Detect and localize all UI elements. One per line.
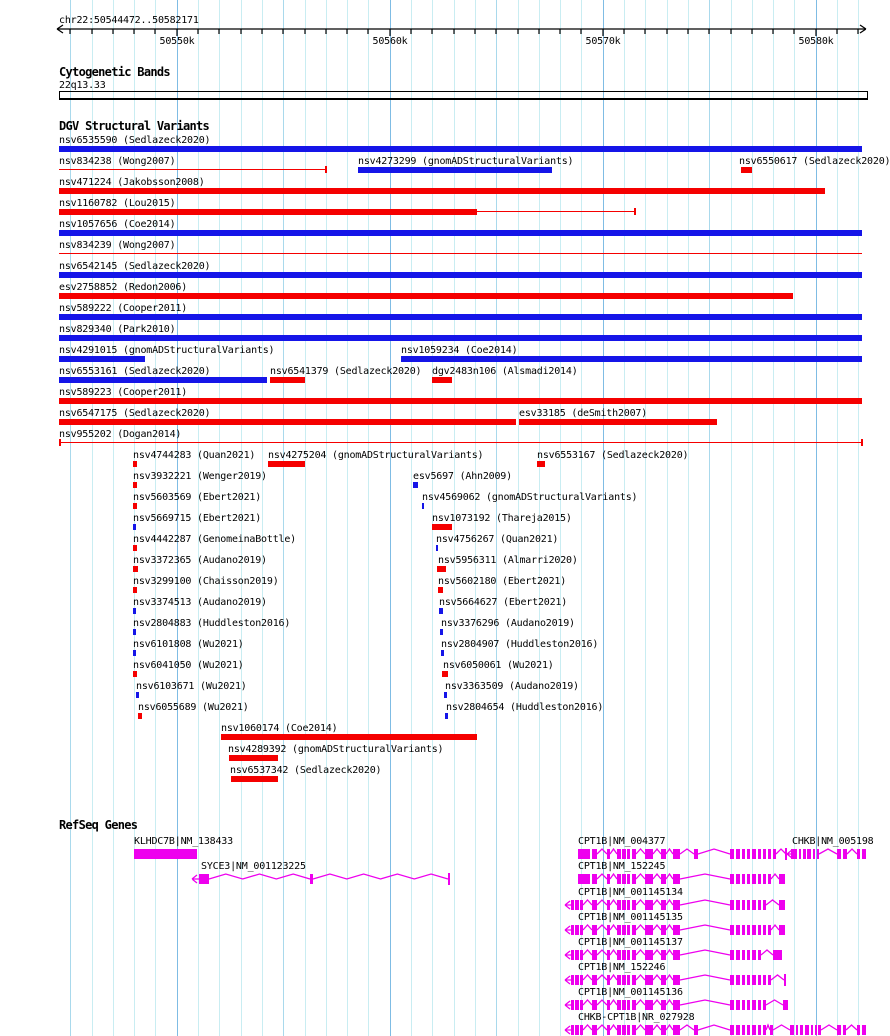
dgv-variant-glyph[interactable] (634, 208, 636, 215)
dgv-variant-label[interactable]: nsv4273299 (gnomADStructuralVariants) (358, 156, 574, 167)
dgv-variant-glyph[interactable] (439, 608, 443, 614)
dgv-variant-label[interactable]: nsv589223 (Cooper2011) (59, 387, 188, 398)
dgv-variant-label[interactable]: esv5697 (Ahn2009) (413, 471, 512, 482)
dgv-variant-glyph[interactable] (59, 169, 326, 170)
dgv-variant-label[interactable]: nsv2804654 (Huddleston2016) (446, 702, 604, 713)
refseq-gene-label[interactable]: CHKB|NM_005198 (792, 836, 874, 847)
dgv-variant-label[interactable]: nsv829340 (Park2010) (59, 324, 176, 335)
dgv-variant-label[interactable]: nsv4275204 (gnomADStructuralVariants) (268, 450, 484, 461)
dgv-variant-label[interactable]: nsv6537342 (Sedlazeck2020) (230, 765, 382, 776)
dgv-variant-glyph[interactable] (440, 629, 443, 635)
dgv-variant-glyph[interactable] (59, 335, 862, 341)
dgv-variant-glyph[interactable] (444, 692, 447, 698)
dgv-variant-glyph[interactable] (133, 608, 136, 614)
dgv-variant-glyph[interactable] (133, 671, 137, 677)
dgv-variant-label[interactable]: nsv4744283 (Quan2021) (133, 450, 256, 461)
dgv-variant-glyph[interactable] (59, 146, 862, 152)
dgv-variant-label[interactable]: nsv3374513 (Audano2019) (133, 597, 267, 608)
dgv-variant-label[interactable]: nsv1057656 (Coe2014) (59, 219, 176, 230)
dgv-variant-glyph[interactable] (401, 356, 862, 362)
dgv-variant-glyph[interactable] (537, 461, 545, 467)
dgv-variant-label[interactable]: esv2758852 (Redon2006) (59, 282, 188, 293)
dgv-variant-glyph[interactable] (432, 524, 452, 530)
dgv-variant-label[interactable]: nsv955202 (Dogan2014) (59, 429, 182, 440)
dgv-variant-glyph[interactable] (133, 587, 137, 593)
dgv-variant-label[interactable]: nsv4756267 (Quan2021) (436, 534, 559, 545)
dgv-variant-label[interactable]: nsv589222 (Cooper2011) (59, 303, 188, 314)
track-header-refseq-genes: RefSeq Genes (59, 818, 138, 832)
track-header-cytogenetic-bands: Cytogenetic Bands (59, 65, 170, 79)
dgv-variant-glyph[interactable] (133, 629, 136, 635)
dgv-variant-label[interactable]: nsv6541379 (Sedlazeck2020) (270, 366, 422, 377)
dgv-variant-glyph[interactable] (422, 503, 424, 509)
dgv-variant-label[interactable]: nsv5664627 (Ebert2021) (439, 597, 568, 608)
dgv-variant-glyph[interactable] (59, 188, 825, 194)
refseq-gene-structure[interactable] (555, 947, 794, 963)
dgv-variant-glyph[interactable] (133, 566, 138, 572)
region-title: chr22:50544472..50582171 (59, 15, 199, 26)
dgv-variant-label[interactable]: nsv4569062 (gnomADStructuralVariants) (422, 492, 638, 503)
dgv-variant-label[interactable]: nsv4289392 (gnomADStructuralVariants) (228, 744, 444, 755)
dgv-variant-glyph[interactable] (59, 293, 793, 299)
dgv-variant-glyph[interactable] (59, 439, 61, 446)
dgv-variant-glyph[interactable] (270, 377, 305, 383)
refseq-gene-label[interactable]: CPT1B|NM_001145136 (578, 987, 683, 998)
dgv-variant-glyph[interactable] (133, 650, 136, 656)
refseq-gene-structure[interactable] (568, 871, 797, 887)
dgv-variant-glyph[interactable] (442, 671, 448, 677)
refseq-gene-structure[interactable] (124, 846, 209, 862)
dgv-variant-glyph[interactable] (59, 377, 267, 383)
dgv-variant-glyph[interactable] (861, 439, 863, 446)
ruler-tick-label: 50570k (585, 36, 621, 47)
dgv-variant-label[interactable]: nsv5602180 (Ebert2021) (438, 576, 567, 587)
dgv-variant-glyph[interactable] (133, 482, 137, 488)
dgv-variant-glyph[interactable] (138, 713, 142, 719)
dgv-variant-label[interactable]: nsv5669715 (Ebert2021) (133, 513, 262, 524)
refseq-gene-structure[interactable] (555, 897, 797, 913)
dgv-variant-glyph[interactable] (59, 314, 862, 320)
ruler-tick-label: 50560k (372, 36, 408, 47)
dgv-variant-glyph[interactable] (413, 482, 418, 488)
dgv-variant-label[interactable]: nsv4291015 (gnomADStructuralVariants) (59, 345, 275, 356)
dgv-variant-glyph[interactable] (133, 524, 136, 530)
dgv-variant-label[interactable]: nsv6041050 (Wu2021) (133, 660, 244, 671)
dgv-variant-label[interactable]: nsv5956311 (Almarri2020) (438, 555, 578, 566)
refseq-gene-structure[interactable] (555, 972, 796, 988)
refseq-gene-label[interactable]: CHKB-CPT1B|NR_027928 (578, 1012, 695, 1023)
dgv-variant-glyph[interactable] (59, 442, 862, 443)
dgv-variant-label[interactable]: nsv6101808 (Wu2021) (133, 639, 244, 650)
dgv-variant-glyph[interactable] (268, 461, 305, 467)
dgv-variant-label[interactable]: nsv1059234 (Coe2014) (401, 345, 518, 356)
dgv-variant-glyph[interactable] (441, 650, 444, 656)
dgv-variant-glyph[interactable] (59, 230, 862, 236)
refseq-gene-label[interactable]: CPT1B|NM_001145137 (578, 937, 683, 948)
ruler-tick-label: 50580k (798, 36, 834, 47)
dgv-variant-glyph[interactable] (59, 398, 862, 404)
dgv-variant-glyph[interactable] (59, 253, 862, 254)
refseq-gene-structure[interactable] (555, 997, 800, 1013)
dgv-variant-glyph[interactable] (358, 167, 552, 173)
dgv-variant-label[interactable]: nsv6542145 (Sedlazeck2020) (59, 261, 211, 272)
refseq-gene-label[interactable]: CPT1B|NM_004377 (578, 836, 666, 847)
refseq-gene-label[interactable]: CPT1B|NM_001145134 (578, 887, 683, 898)
dgv-variant-glyph[interactable] (438, 587, 443, 593)
cytoband-label[interactable]: 22q13.33 (59, 80, 106, 91)
dgv-variant-label[interactable]: nsv3376296 (Audano2019) (441, 618, 575, 629)
dgv-variant-glyph[interactable] (59, 272, 862, 278)
dgv-variant-label[interactable]: nsv2804883 (Huddleston2016) (133, 618, 291, 629)
dgv-variant-glyph[interactable] (436, 545, 438, 551)
dgv-variant-label[interactable]: nsv2804907 (Huddleston2016) (441, 639, 599, 650)
dgv-variant-label[interactable]: nsv6055689 (Wu2021) (138, 702, 249, 713)
refseq-gene-label[interactable]: KLHDC7B|NM_138433 (134, 836, 233, 847)
dgv-variant-label[interactable]: nsv3372365 (Audano2019) (133, 555, 267, 566)
dgv-variant-glyph[interactable] (59, 356, 145, 362)
dgv-variant-label[interactable]: nsv834239 (Wong2007) (59, 240, 176, 251)
dgv-variant-label[interactable]: esv33185 (deSmith2007) (519, 408, 648, 419)
dgv-variant-label[interactable]: nsv471224 (Jakobsson2008) (59, 177, 205, 188)
refseq-gene-structure[interactable] (568, 846, 798, 862)
dgv-variant-label[interactable]: nsv1073192 (Thareja2015) (432, 513, 572, 524)
dgv-variant-label[interactable]: nsv6553161 (Sedlazeck2020) (59, 366, 211, 377)
dgv-variant-glyph[interactable] (59, 419, 516, 425)
dgv-variant-glyph[interactable] (133, 545, 137, 551)
refseq-gene-structure[interactable] (555, 922, 797, 938)
refseq-gene-label[interactable]: CPT1B|NM_152246 (578, 962, 666, 973)
dgv-variant-glyph[interactable] (133, 503, 137, 509)
refseq-gene-label[interactable]: CPT1B|NM_001145135 (578, 912, 683, 923)
dgv-variant-label[interactable]: nsv3363509 (Audano2019) (445, 681, 579, 692)
refseq-gene-structure[interactable] (182, 871, 460, 887)
refseq-gene-structure[interactable] (555, 1022, 878, 1036)
dgv-variant-label[interactable]: nsv6535590 (Sedlazeck2020) (59, 135, 211, 146)
refseq-gene-structure[interactable] (777, 846, 878, 862)
dgv-variant-glyph[interactable] (445, 713, 448, 719)
dgv-variant-glyph[interactable] (477, 211, 635, 212)
dgv-variant-label[interactable]: nsv3299100 (Chaisson2019) (133, 576, 279, 587)
dgv-variant-glyph[interactable] (133, 461, 137, 467)
dgv-variant-glyph[interactable] (432, 377, 452, 383)
dgv-variant-label[interactable]: nsv4442287 (GenomeinaBottle) (133, 534, 296, 545)
dgv-variant-label[interactable]: nsv1160782 (Lou2015) (59, 198, 176, 209)
dgv-variant-glyph[interactable] (741, 167, 752, 173)
dgv-variant-label[interactable]: nsv6103671 (Wu2021) (136, 681, 247, 692)
dgv-variant-glyph[interactable] (229, 755, 278, 761)
dgv-variant-label[interactable]: nsv6553167 (Sedlazeck2020) (537, 450, 689, 461)
dgv-variant-label[interactable]: nsv6050061 (Wu2021) (443, 660, 554, 671)
dgv-variant-label[interactable]: nsv6550617 (Sedlazeck2020) (739, 156, 890, 167)
refseq-gene-label[interactable]: CPT1B|NM_152245 (578, 861, 666, 872)
dgv-variant-label[interactable]: nsv834238 (Wong2007) (59, 156, 176, 167)
refseq-gene-label[interactable]: SYCE3|NM_001123225 (201, 861, 306, 872)
dgv-variant-label[interactable]: nsv3932221 (Wenger2019) (133, 471, 267, 482)
dgv-variant-glyph[interactable] (519, 419, 717, 425)
dgv-variant-glyph[interactable] (325, 166, 327, 173)
dgv-variant-label[interactable]: nsv5603569 (Ebert2021) (133, 492, 262, 503)
ruler-tick-label: 50550k (159, 36, 195, 47)
dgv-variant-glyph[interactable] (136, 692, 139, 698)
dgv-variant-label[interactable]: nsv6547175 (Sedlazeck2020) (59, 408, 211, 419)
track-header-dgv-structural-variants: DGV Structural Variants (59, 119, 210, 133)
dgv-variant-label[interactable]: dgv2483n106 (Alsmadi2014) (432, 366, 578, 377)
cytoband-glyph[interactable] (59, 91, 868, 100)
dgv-variant-glyph[interactable] (437, 566, 446, 572)
dgv-variant-glyph[interactable] (221, 734, 477, 740)
dgv-variant-label[interactable]: nsv1060174 (Coe2014) (221, 723, 338, 734)
dgv-variant-glyph[interactable] (231, 776, 278, 782)
dgv-variant-glyph[interactable] (59, 209, 477, 215)
